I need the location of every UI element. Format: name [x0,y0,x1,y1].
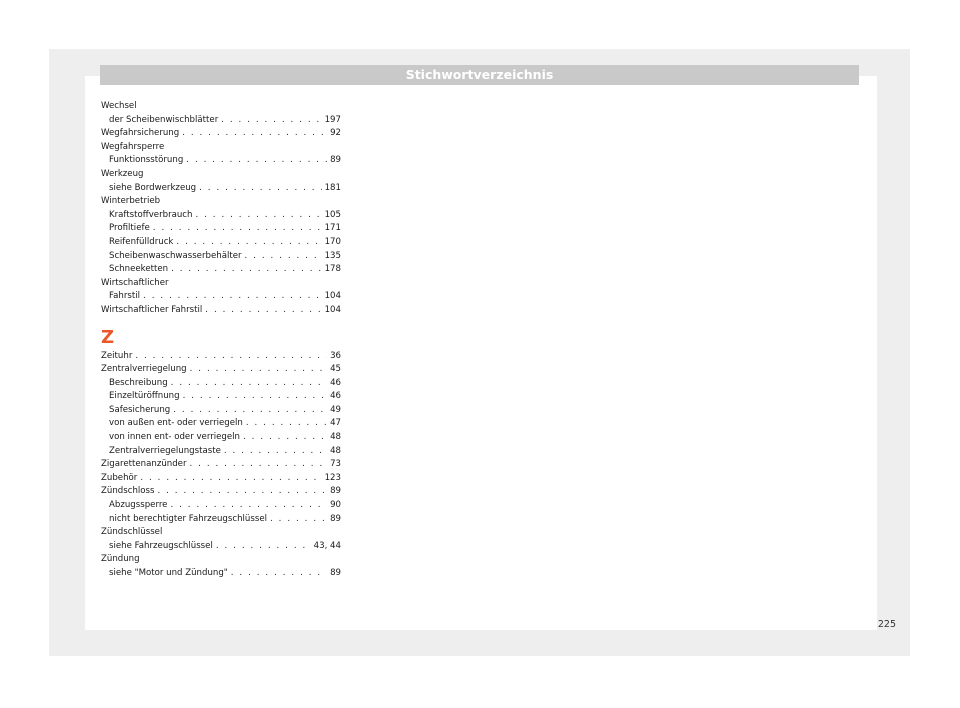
dot-leader [170,499,327,513]
index-term: von innen ent- oder verriegeln [109,432,241,443]
dot-leader [231,567,327,581]
index-term: Wegfahrsperre [101,141,165,152]
index-subentry [101,290,341,304]
index-term: Zubehör [101,472,138,483]
index-page-ref: 197 [324,114,341,125]
dot-leader [221,114,321,128]
dot-leader [176,236,321,250]
index-term: Zeituhr [101,350,133,361]
dot-leader [186,154,327,168]
index-subentry [101,567,341,581]
index-page-ref: 43, 44 [313,540,341,551]
index-page-ref: 45 [330,364,341,375]
index-page-ref: 92 [330,128,341,139]
index-subentry [101,250,341,264]
index-term: Zentralverriegelung [101,364,187,375]
index-term: Reifenfülldruck [109,236,174,247]
index-term: Fahrstil [109,291,141,302]
dot-leader [216,540,311,554]
index-term: Wirtschaftlicher Fahrstil [101,304,203,315]
dot-leader [195,209,321,223]
index-term: Beschreibung [109,377,168,388]
dot-leader [224,445,327,459]
index-term: Scheibenwaschwasserbehälter [109,250,242,261]
index-term: Zündschlüssel [101,527,163,538]
index-page-ref: 104 [324,304,341,315]
dot-leader [270,513,327,527]
index-page-ref: 89 [330,513,341,524]
index-entry [101,363,341,377]
dot-leader [143,290,322,304]
dot-leader [199,182,321,196]
index-term: von außen ent- oder verriegeln [109,418,243,429]
index-page-ref: 90 [330,500,341,511]
index-page-ref: 89 [330,486,341,497]
dot-leader [135,350,327,364]
index-entry [101,304,341,318]
dot-leader [157,485,327,499]
index-subentry [101,114,341,128]
index-entry [101,458,341,472]
index-subentry [101,182,341,196]
index-term: Werkzeug [101,168,144,179]
dot-leader [171,263,322,277]
dot-leader [246,417,327,431]
index-page-ref: 89 [330,568,341,578]
index-term: Kraftstoffverbrauch [109,209,193,220]
index-group-z [101,350,341,581]
index-term: Wirtschaftlicher [101,277,169,288]
index-page-ref: 170 [324,236,341,247]
index-subentry [101,513,341,527]
index-subentry [101,404,341,418]
index-page-ref: 105 [324,209,341,220]
index-term: nicht berechtigter Fahrzeugschlüssel [109,513,267,524]
index-term: Zündschloss [101,486,155,497]
index-term: Einzeltüröffnung [109,391,180,402]
index-term: Funktionsstörung [109,155,184,166]
index-page-ref: 181 [324,182,341,193]
dot-leader [245,250,322,264]
index-page-ref: 36 [330,350,341,361]
index-entry [101,472,341,486]
dot-leader [190,458,328,472]
index-term: Zündung [101,554,140,565]
index-subentry [101,417,341,431]
index-column [101,100,341,581]
dot-leader [153,222,322,236]
index-subentry [101,540,341,554]
index-subentry [101,431,341,445]
index-page-ref: 178 [324,264,341,275]
dot-leader [243,431,327,445]
dot-leader [205,304,321,318]
index-page-ref: 123 [324,472,341,483]
index-entry [101,127,341,141]
index-entry [101,350,341,364]
index-page-ref: 89 [330,155,341,166]
index-subentry [101,236,341,250]
index-subentry [101,154,341,168]
index-subentry [101,263,341,277]
index-subentry [101,445,341,459]
index-subentry [101,222,341,236]
index-page-ref: 46 [330,391,341,402]
index-entry [101,485,341,499]
index-term: Wegfahrsicherung [101,128,180,139]
dot-leader [140,472,321,486]
dot-leader [182,127,327,141]
section-letter: Z [101,326,115,348]
index-page-ref: 104 [324,291,341,302]
dot-leader [183,390,327,404]
index-term: der Scheibenwischblätter [109,114,219,125]
index-page-ref: 46 [330,377,341,388]
index-page-ref: 48 [330,445,341,456]
index-term: siehe Bordwerkzeug [109,182,197,193]
dot-leader [171,377,327,391]
index-term: Abzugssperre [109,500,168,511]
page-number: 225 [877,619,896,630]
index-subentry [101,499,341,513]
index-page-ref: 48 [330,432,341,443]
index-term: Zigarettenanzünder [101,459,187,470]
index-term: Safesicherung [109,404,171,415]
index-subentry [101,390,341,404]
index-term: siehe "Motor und Zündung" [109,568,228,578]
index-term: siehe Fahrzeugschlüssel [109,540,213,551]
page-header: Stichwortverzeichnis [100,65,859,85]
index-subentry [101,377,341,391]
index-page-ref: 73 [330,459,341,470]
index-term: Winterbetrieb [101,196,161,207]
index-group-w [101,100,341,318]
index-page-ref: 49 [330,404,341,415]
dot-leader [173,404,327,418]
index-page-ref: 47 [330,418,341,429]
index-page-ref: 135 [324,250,341,261]
dot-leader [190,363,327,377]
index-page-ref: 171 [324,223,341,234]
index-term: Schneeketten [109,264,169,275]
index-term: Wechsel [101,101,137,111]
index-term: Zentralverriegelungstaste [109,445,221,456]
index-term: Profiltiefe [109,223,150,234]
index-subentry [101,209,341,223]
